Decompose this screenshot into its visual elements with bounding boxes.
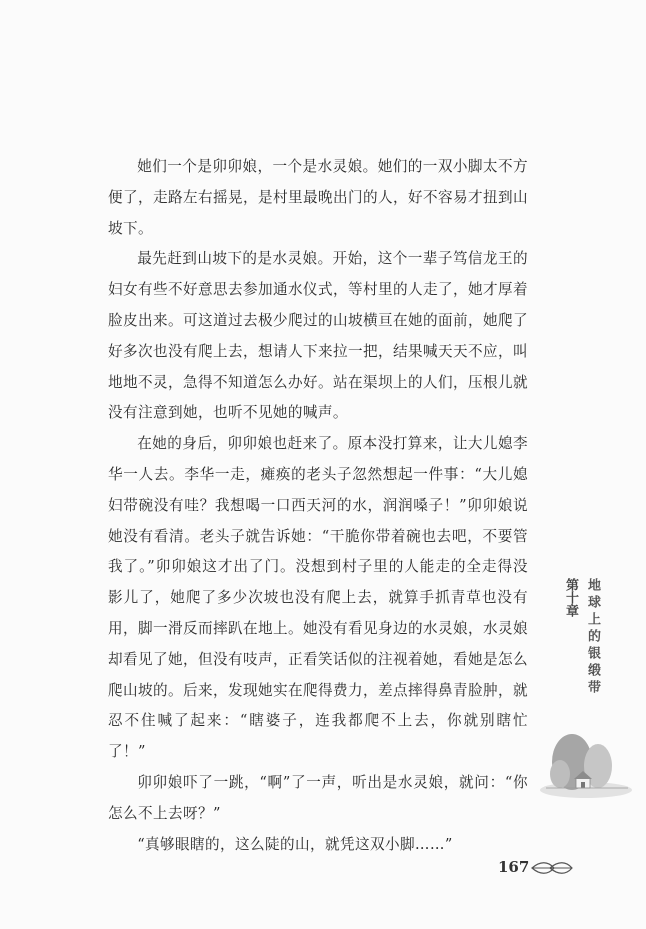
paragraph: 她们一个是卯卯娘，一个是水灵娘。她们的一双小脚太不方便了，走路左右摇晃，是村里最晚出门的人，好不容易才扭到山坡下。 — [108, 158, 528, 237]
chapter-title: 地球上的银缎带 — [585, 578, 600, 697]
body-text — [108, 152, 528, 860]
chapter-label: 第十章 — [563, 578, 578, 617]
chapter-side-tab — [538, 578, 634, 800]
leaf-ornament-icon — [530, 860, 574, 876]
paragraph: 卯卯娘吓了一跳，“啊”了一声，听出是水灵娘，就问：“你怎么不上去呀？” — [108, 773, 528, 822]
paragraph: 在她的身后，卯卯娘也赶来了。原本没打算来，让大儿媳李华一人去。李华一走，瘫痪的老头子忽然想起一件事：“大儿媳妇带碗没有哇？我想喝一口西天河的水，润润嗓子！”卯卯娘说她没有看清。老头子就告诉她：“干脆你带着碗也去吧，不要管我了。”卯卯娘这才出了门。没想到村子里的人能走的全走得没影儿了，她爬了多少次坡也没有爬上去，就算手抓青草也没有用，脚一滑反而摔趴在地上。她没有看见身边的水灵娘，水灵娘却看见了她，但没有吱声，正看笑话似的注视着她，看她是怎么爬山坡的。后来，发现她实在爬得费力，差点摔得鼻青脸肿，就忍不住喊了起来：“瞎婆子，连我都爬不上去，你就别瞎忙了！” — [108, 435, 528, 761]
tree-house-illustration-icon — [538, 728, 634, 800]
paragraph: 最先赶到山坡下的是水灵娘。开始，这个一辈子笃信龙王的妇女有些不好意思去参加通水仪式，等村里的人走了，她才厚着脸皮出来。可这道过去极少爬过的山坡横亘在她的面前，她爬了好多次也没有爬上去，想请人下来拉一把，结果喊天天不应，叫地地不灵，急得不知道怎么办好。站在渠坝上的人们，压根儿就没有注意到她，也听不见她的喊声。 — [108, 250, 528, 422]
paragraph: “真够眼瞎的，这么陡的山，就凭这双小脚……” — [137, 835, 453, 853]
page-number: 167 — [498, 858, 530, 876]
